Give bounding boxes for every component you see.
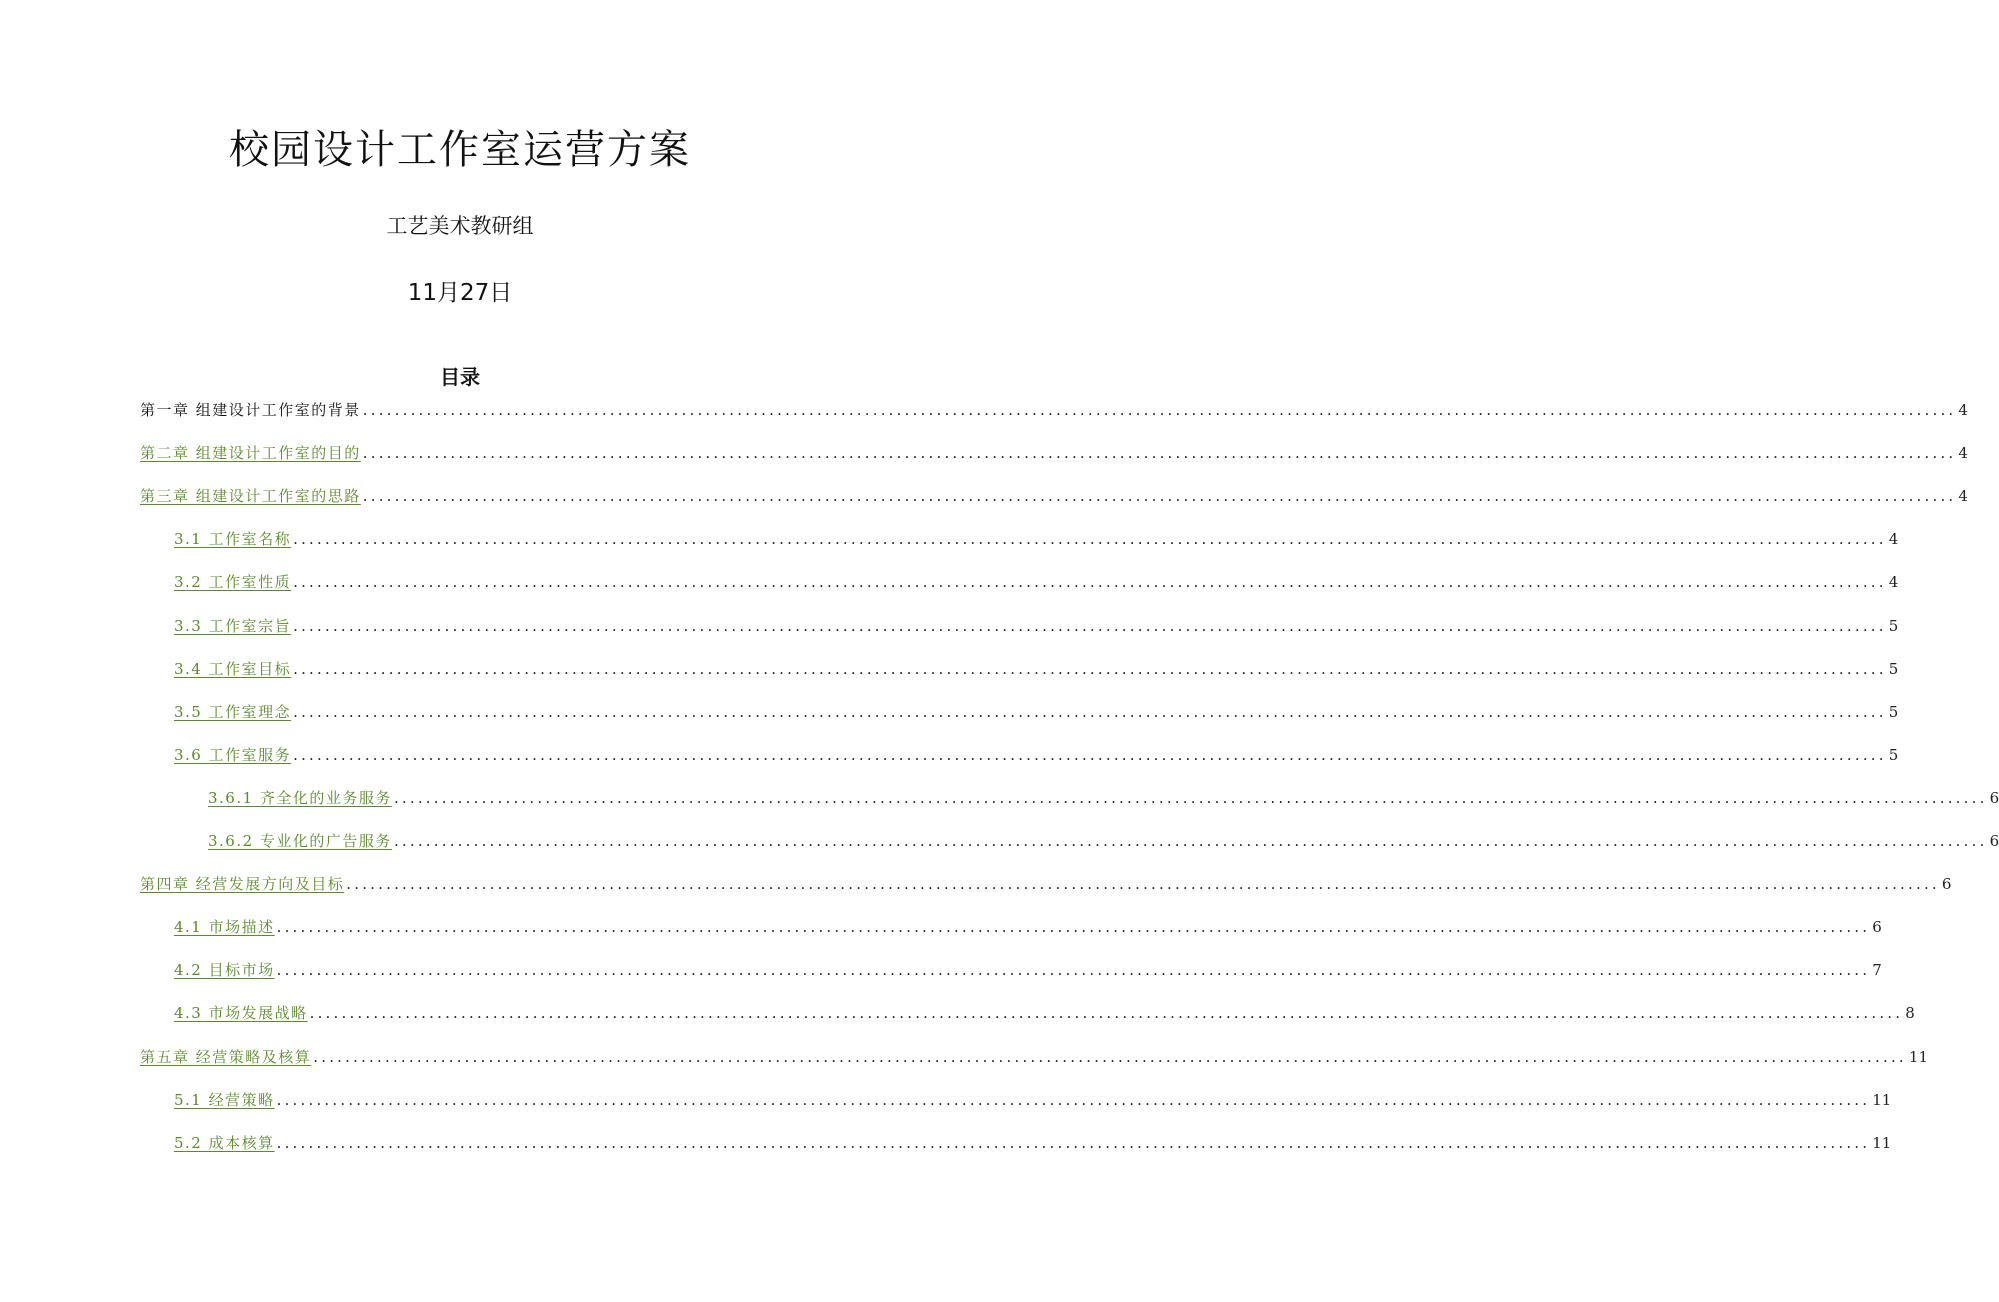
toc-leader-dots: ........................................................................................................................................................................................................ [293, 703, 1887, 721]
toc-page-number: 6 [1872, 918, 1882, 936]
toc-leader-dots: ........................................................................................................................................................................................................ [276, 1134, 1871, 1152]
toc-entry[interactable] [140, 1043, 1928, 1067]
toc-entry-link[interactable]: 4.3 市场发展战略 [174, 1004, 308, 1022]
toc-leader-dots: ........................................................................................................................................................................................................ [393, 832, 1988, 850]
toc-leader-dots: ........................................................................................................................................................................................................ [276, 961, 1871, 979]
toc-heading: 目录 [440, 365, 480, 389]
toc-page-number: 6 [1989, 832, 1999, 850]
toc-entry-link[interactable]: 第三章 组建设计工作室的思路 [140, 487, 361, 505]
toc-page-number: 4 [1888, 530, 1899, 548]
toc-page-number: 4 [1888, 573, 1899, 591]
toc-entry[interactable] [174, 568, 1899, 592]
toc-entry-link[interactable]: 3.6.1 齐全化的业务服务 [208, 789, 392, 807]
toc-entry[interactable] [140, 482, 1968, 506]
toc-entry[interactable] [174, 956, 1882, 980]
toc-page-number: 5 [1888, 660, 1899, 678]
toc-entry[interactable] [140, 870, 1952, 894]
toc-entry-link[interactable]: 4.1 市场描述 [174, 918, 275, 936]
toc-entry-link[interactable]: 3.6 工作室服务 [174, 746, 292, 764]
toc-leader-dots: ........................................................................................................................................................................................................ [293, 660, 1887, 678]
toc-page-number: 7 [1872, 961, 1882, 979]
toc-entry[interactable] [174, 1129, 1892, 1153]
toc-leader-dots: ........................................................................................................................................................................................................ [293, 746, 1887, 764]
toc-entry [140, 396, 1968, 420]
toc-entry-link[interactable]: 3.5 工作室理念 [174, 703, 292, 721]
toc-leader-dots: ........................................................................................................................................................................................................ [346, 875, 1940, 893]
toc-leader-dots: ........................................................................................................................................................................................................ [393, 789, 1988, 807]
toc-page-number: 4 [1958, 401, 1968, 419]
toc-page-number: 8 [1905, 1004, 1915, 1022]
toc-leader-dots: ........................................................................................................................................................................................................ [362, 487, 1957, 505]
toc-leader-dots: ........................................................................................................................................................................................................ [293, 573, 1887, 591]
document-title: 校园设计工作室运营方案 [229, 127, 691, 173]
toc-entry-link[interactable]: 3.2 工作室性质 [174, 573, 292, 591]
toc-entry[interactable] [208, 827, 1999, 851]
toc-leader-dots: ........................................................................................................................................................................................................ [293, 617, 1887, 635]
toc-entry[interactable] [174, 913, 1882, 937]
toc-page-number: 6 [1989, 789, 1999, 807]
toc-page-number: 4 [1958, 487, 1968, 505]
toc-entry-link[interactable]: 4.2 目标市场 [174, 961, 275, 979]
toc-page-number: 6 [1941, 875, 1952, 893]
toc-entry-link[interactable]: 3.1 工作室名称 [174, 530, 292, 548]
toc-leader-dots: ........................................................................................................................................................................................................ [362, 401, 1957, 419]
toc-page-number: 11 [1872, 1091, 1892, 1109]
toc-entry-link[interactable]: 3.4 工作室目标 [174, 660, 292, 678]
toc-leader-dots: ........................................................................................................................................................................................................ [293, 530, 1887, 548]
toc-leader-dots: ........................................................................................................................................................................................................ [313, 1048, 1907, 1066]
toc-entry[interactable] [208, 784, 1999, 808]
toc-entry-link[interactable]: 3.3 工作室宗旨 [174, 617, 292, 635]
toc-leader-dots: ........................................................................................................................................................................................................ [276, 918, 1871, 936]
toc-entry[interactable] [174, 612, 1899, 636]
toc-leader-dots: ........................................................................................................................................................................................................ [309, 1004, 1904, 1022]
toc-entry[interactable] [140, 439, 1968, 463]
document-subtitle: 工艺美术教研组 [386, 214, 534, 238]
toc-page-number: 5 [1888, 703, 1899, 721]
toc-entry-link[interactable]: 5.1 经营策略 [174, 1091, 275, 1109]
toc-page-number: 11 [1872, 1134, 1892, 1152]
toc-entry[interactable] [174, 525, 1899, 549]
toc-entry-link[interactable]: 5.2 成本核算 [174, 1134, 275, 1152]
toc-page-number: 4 [1958, 444, 1968, 462]
toc-page-number: 5 [1888, 617, 1899, 635]
toc-entry[interactable] [174, 999, 1915, 1023]
toc-entry[interactable] [174, 698, 1899, 722]
toc-entry-label: 第一章 组建设计工作室的背景 [140, 401, 361, 419]
toc-entry-link[interactable]: 第二章 组建设计工作室的目的 [140, 444, 361, 462]
toc-page-number: 5 [1888, 746, 1899, 764]
toc-entry[interactable] [174, 741, 1899, 765]
toc-entry[interactable] [174, 655, 1899, 679]
toc-entry-link[interactable]: 3.6.2 专业化的广告服务 [208, 832, 392, 850]
toc-leader-dots: ........................................................................................................................................................................................................ [276, 1091, 1871, 1109]
toc-entry-link[interactable]: 第四章 经营发展方向及目标 [140, 875, 345, 893]
toc-leader-dots: ........................................................................................................................................................................................................ [362, 444, 1957, 462]
toc-page-number: 11 [1908, 1048, 1928, 1066]
document-date: 11月27日 [407, 280, 513, 306]
toc-entry[interactable] [174, 1086, 1892, 1110]
toc-entry-link[interactable]: 第五章 经营策略及核算 [140, 1048, 312, 1066]
